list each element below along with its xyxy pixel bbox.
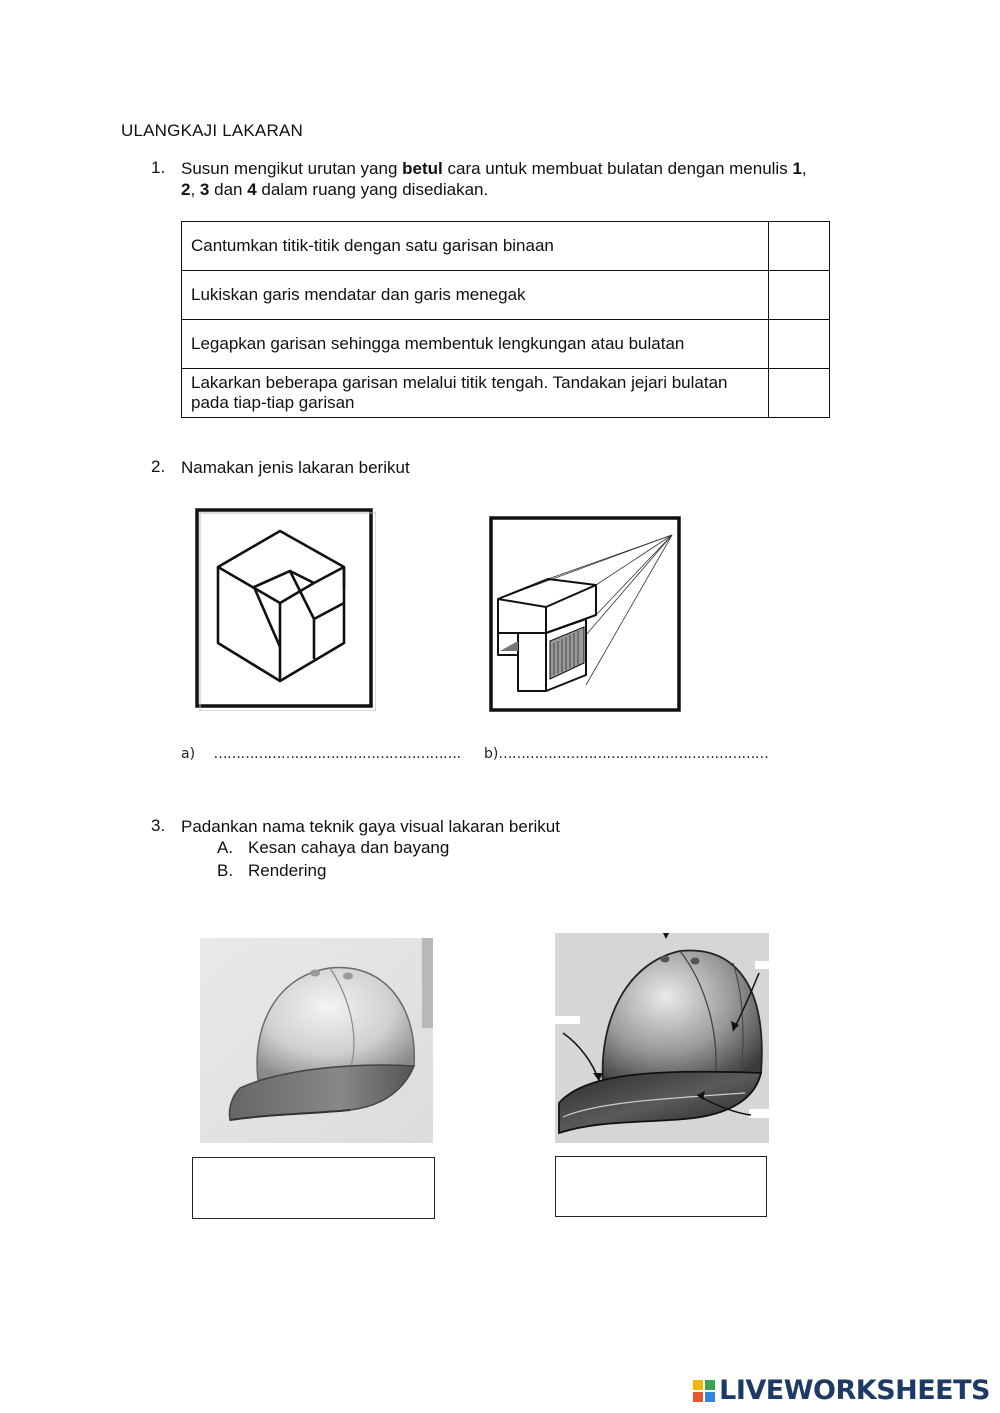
answer-dots-a: ………………………………………………. <box>213 746 461 762</box>
option-a-letter: A. <box>217 838 234 857</box>
answer-label-a: a) <box>181 746 196 762</box>
answer-cell[interactable] <box>769 271 830 320</box>
perspective-sketch-image <box>488 515 684 713</box>
brand-square <box>693 1392 703 1402</box>
question-1-number: 1. <box>151 158 166 177</box>
option-a-text: Kesan cahaya dan bayang <box>248 838 450 857</box>
question-1-text: Susun mengikut urutan yang betul cara untuk membuat bulatan dengan menulis 1, 2, 3 dan 4 dalam ruang yang disediakan. <box>181 159 807 199</box>
brand-mark-icon <box>693 1380 715 1402</box>
step-text: Legapkan garisan sehingga membentuk lengkungan atau bulatan <box>182 320 769 369</box>
step-text: Cantumkan titik-titik dengan satu garisan binaan <box>182 222 769 271</box>
brand-square <box>705 1392 715 1402</box>
answer-label-b: b) <box>484 746 499 762</box>
brand-text: LIVEWORKSHEETS <box>719 1375 990 1406</box>
option-b <box>217 861 326 881</box>
answer-cell[interactable] <box>769 320 830 369</box>
question-3-text: Padankan nama teknik gaya visual lakaran berikut <box>181 817 560 836</box>
table-row <box>182 369 830 418</box>
cap-sketch-rendering-image <box>555 933 769 1143</box>
step-text: Lukiskan garis mendatar dan garis menegak <box>182 271 769 320</box>
answer-box-cap-1[interactable] <box>192 1157 435 1219</box>
liveworksheets-logo <box>693 1375 990 1406</box>
table-row <box>182 271 830 320</box>
option-a <box>217 838 449 858</box>
question-2-number: 2. <box>151 457 166 476</box>
isometric-sketch-image <box>194 507 376 711</box>
brand-square <box>705 1380 715 1390</box>
answer-dots-b: …………………………………………………… <box>498 746 769 762</box>
answer-line-b[interactable] <box>484 746 768 762</box>
question-2-text: Namakan jenis lakaran berikut <box>181 458 410 477</box>
brand-square <box>693 1380 703 1390</box>
option-b-text: Rendering <box>248 861 327 880</box>
ordering-table <box>181 221 830 418</box>
table-row <box>182 222 830 271</box>
question-3-number: 3. <box>151 816 166 835</box>
page-title: ULANGKAJI LAKARAN <box>121 121 303 140</box>
answer-box-cap-2[interactable] <box>555 1156 767 1217</box>
order-answer-input-3[interactable] <box>769 320 833 368</box>
order-answer-input-2[interactable] <box>769 271 833 319</box>
step-text: Lakarkan beberapa garisan melalui titik tengah. Tandakan jejari bulatan pada tiap-tiap garisan <box>182 369 769 418</box>
option-b-letter: B. <box>217 861 234 880</box>
answer-cell[interactable] <box>769 369 830 418</box>
table-row <box>182 320 830 369</box>
answer-line-a[interactable] <box>181 746 460 762</box>
order-answer-input-1[interactable] <box>769 222 833 270</box>
answer-cell[interactable] <box>769 222 830 271</box>
cap-sketch-light-shadow-image <box>200 938 433 1143</box>
order-answer-input-4[interactable] <box>769 369 833 417</box>
